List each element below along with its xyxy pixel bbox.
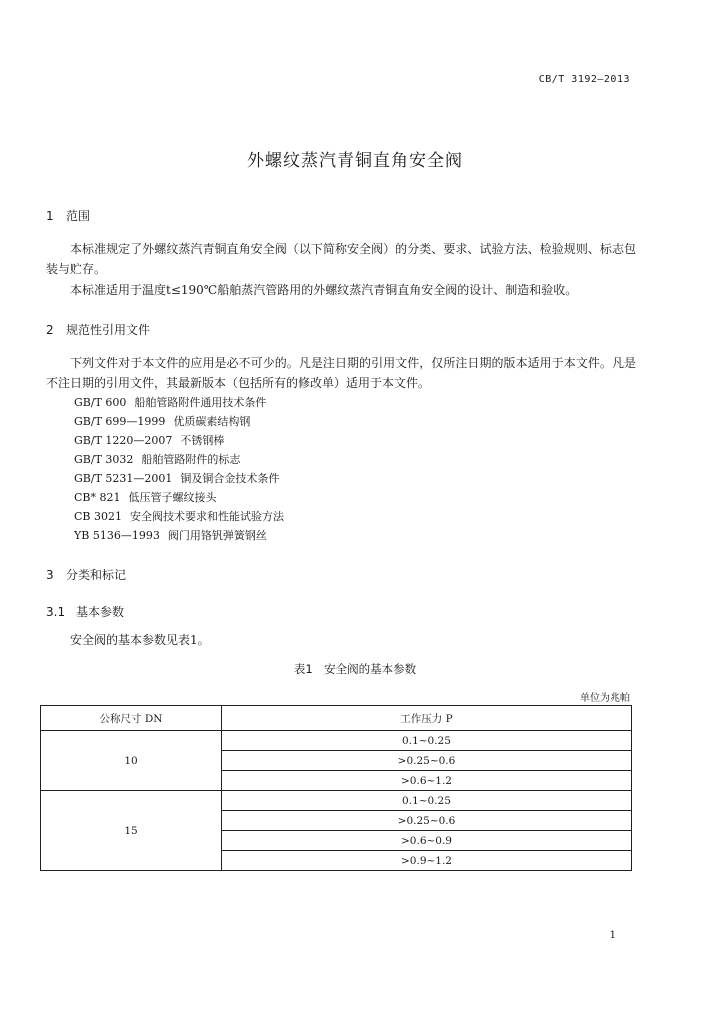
pressure-cell: 0.1~0.25	[222, 791, 632, 811]
parameters-table	[40, 705, 632, 871]
table-row	[41, 731, 632, 751]
reference-title: 不锈钢棒	[180, 434, 225, 447]
reference-item	[74, 431, 284, 450]
table-unit: 单位为兆帕	[580, 693, 630, 704]
reference-code: GB/T 5231—2001	[74, 472, 173, 485]
pressure-cell: >0.6~1.2	[222, 771, 632, 791]
section-title: 基本参数	[76, 605, 125, 619]
reference-title: 优质碳素结构钢	[173, 415, 251, 428]
section-number: 3.1	[46, 605, 66, 619]
reference-item	[74, 469, 284, 488]
normative-paragraph: 下列文件对于本文件的应用是必不可少的。凡是注日期的引用文件，仅所注日期的版本适用于本文件。凡是不注日期的引用文件，其最新版本（包括所有的修改单）适用于本文件。	[46, 356, 636, 390]
reference-item	[74, 412, 284, 431]
section-3-heading	[46, 566, 126, 583]
reference-title: 船舶管路附件通用技术条件	[134, 396, 267, 409]
header-pressure: 工作压力 P	[222, 706, 632, 731]
parameters-paragraph: 安全阀的基本参数见表1。	[70, 633, 210, 647]
table-row	[41, 791, 632, 811]
reference-item	[74, 507, 284, 526]
reference-title: 安全阀技术要求和性能试验方法	[130, 510, 284, 523]
reference-code: GB/T 600	[74, 396, 127, 409]
reference-code: CB 3021	[74, 510, 122, 523]
pressure-cell: >0.9~1.2	[222, 851, 632, 871]
reference-code: GB/T 3032	[74, 453, 134, 466]
section-number: 2	[46, 323, 54, 337]
section-title: 规范性引用文件	[66, 323, 151, 337]
document-title: 外螺纹蒸汽青铜直角安全阀	[247, 151, 463, 171]
table-header-row	[41, 706, 632, 731]
reference-code: GB/T 1220—2007	[74, 434, 173, 447]
page-number: 1	[609, 930, 616, 941]
section-1-heading	[46, 207, 90, 224]
reference-item	[74, 393, 284, 412]
reference-title: 低压管子螺纹接头	[128, 491, 217, 504]
header-dn: 公称尺寸 DN	[41, 706, 222, 731]
section-number: 1	[46, 209, 54, 223]
reference-item	[74, 488, 284, 507]
reference-title: 船舶管路附件的标志	[141, 453, 241, 466]
reference-title: 阀门用铬钒弹簧钢丝	[167, 529, 267, 542]
pressure-cell: >0.6~0.9	[222, 831, 632, 851]
dn-cell: 10	[41, 731, 222, 791]
reference-code: CB* 821	[74, 491, 121, 504]
reference-title: 铜及铜合金技术条件	[180, 472, 280, 485]
reference-code: GB/T 699—1999	[74, 415, 166, 428]
reference-item	[74, 526, 284, 545]
table-caption: 表1 安全阀的基本参数	[293, 662, 417, 676]
section-title: 分类和标记	[66, 568, 127, 582]
dn-cell: 15	[41, 791, 222, 871]
section-title: 范围	[66, 209, 91, 223]
reference-item	[74, 450, 284, 469]
pressure-cell: >0.25~0.6	[222, 811, 632, 831]
scope-paragraph-1: 本标准规定了外螺纹蒸汽青铜直角安全阀（以下简称安全阀）的分类、要求、试验方法、检验规则、标志包装与贮存。	[46, 242, 636, 276]
pressure-cell: >0.25~0.6	[222, 751, 632, 771]
section-3-1-heading	[46, 603, 124, 620]
standard-code: CB/T 3192—2013	[538, 74, 630, 85]
section-2-heading	[46, 321, 150, 338]
pressure-cell: 0.1~0.25	[222, 731, 632, 751]
section-number: 3	[46, 568, 54, 582]
reference-list	[74, 393, 284, 545]
reference-code: YB 5136—1993	[74, 529, 160, 542]
scope-paragraph-2: 本标准适用于温度t≤190℃船舶蒸汽管路用的外螺纹蒸汽青铜直角安全阀的设计、制造和验收。	[70, 283, 578, 297]
